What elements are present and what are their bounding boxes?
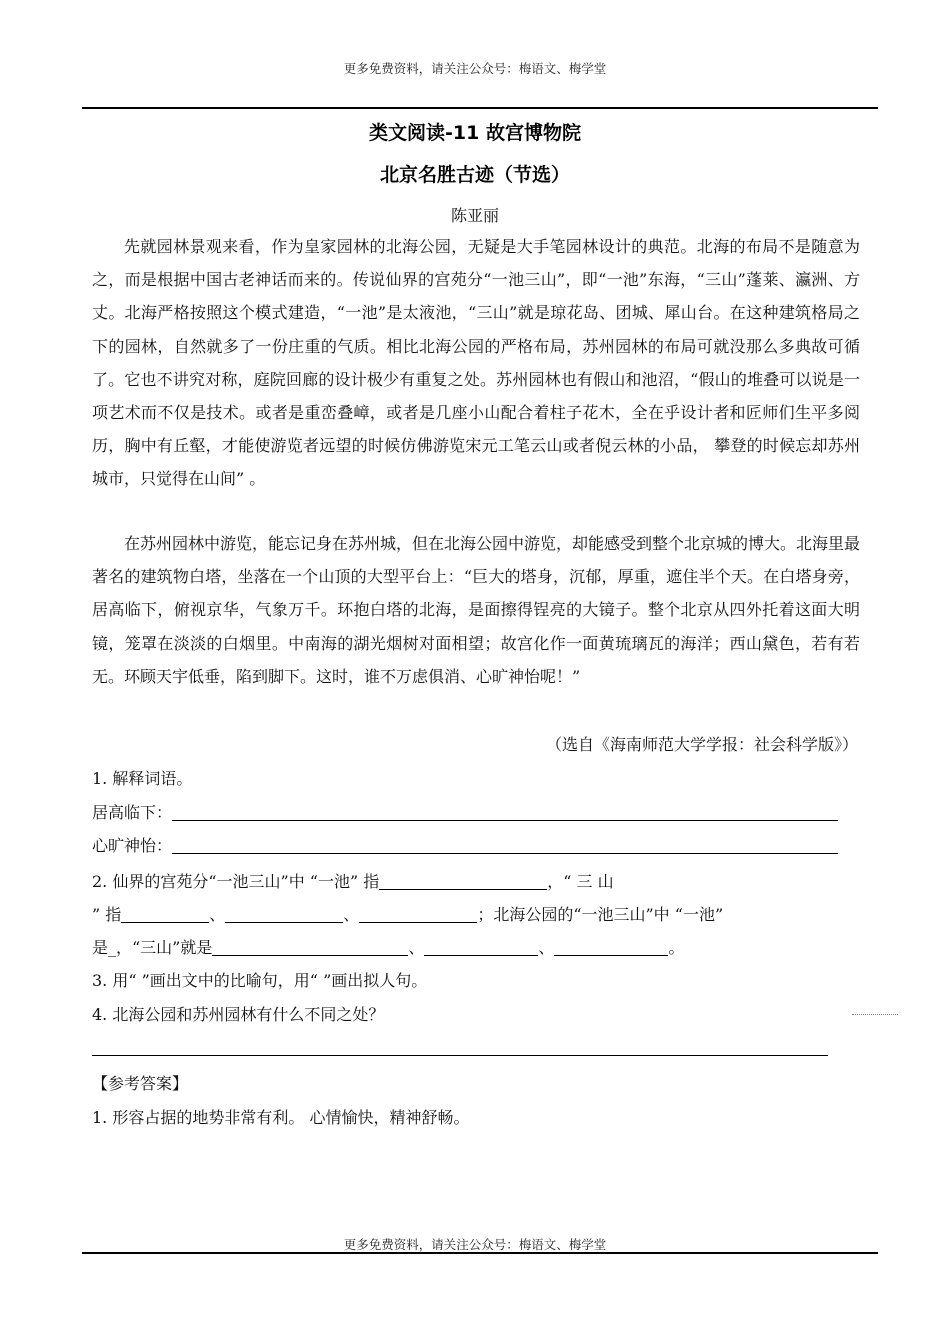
question-2-text: ” 指 (92, 905, 122, 924)
answers-heading: 【参考答案】 (92, 1074, 189, 1093)
question-2-line-3 (92, 935, 684, 958)
question-1b (92, 833, 838, 856)
question-2-text: 2. 仙界的宫苑分“一池三山”中 “一池” 指 (92, 872, 380, 891)
page-title: 类文阅读-11 故宫博物院 (369, 122, 581, 144)
wavy-underline-sample (852, 1010, 898, 1015)
question-4: 4. 北海公园和苏州园林有什么不同之处？ (92, 1005, 385, 1024)
answer-1: 1. 形容占据的地势非常有利。 心情愉快，精神舒畅。 (92, 1108, 470, 1127)
question-1: 1. 解释词语。 (92, 769, 193, 788)
answer-blank[interactable] (424, 937, 538, 956)
header-note: 更多免费资料，请关注公众号：梅语文、梅学堂 (343, 61, 607, 76)
footer-note: 更多免费资料，请关注公众号：梅语文、梅学堂 (343, 1237, 607, 1252)
question-2-text: ，“ 三 山 (547, 872, 614, 891)
separator: 、 (408, 938, 425, 957)
answer-blank[interactable] (379, 871, 547, 890)
answer-blank[interactable] (212, 937, 408, 956)
answer-blank[interactable] (172, 835, 838, 854)
question-2-line-2 (92, 902, 723, 925)
article-title: 北京名胜古迹（节选） (379, 164, 570, 186)
separator: 、 (209, 905, 226, 924)
separator: 、 (343, 905, 360, 924)
paragraph-1: 先就园林景观来看，作为皇家园林的北海公园，无疑是大手笔园林设计的典范。北海的布局不是随意为之，而是根据中国古老神话而来的。传说仙界的宫苑分“一池三山”，即“一池”东海，“三山”蓬莱、瀛洲、方丈。北海严格按照这个模式建造，“一池”是太液池，“三山”就是琼花岛、团城、犀山台。在这种建筑格局之下的园林，自然就多了一份庄重的气质。相比北海公园的严格布局，苏州园林的布局可就没那么多典故可循了。它也不讲究对称，庭院回廊的设计极少有重复之处。苏州园林也有假山和池沼，“假山的堆叠可以说是一项艺术而不仅是技术。或者是重峦叠嶂，或者是几座小山配合着柱子花木，全在乎设计者和匠师们生平多阅历，胸中有丘壑，才能使游览者远望的时候仿佛游览宋元工笔云山或者倪云林的小品， 攀登的时候忘却苏州城市，只觉得在山间” 。 (92, 237, 860, 489)
separator: 、 (538, 938, 555, 957)
question-2-text: 是_，“三山”就是 (92, 938, 213, 957)
header-rule (82, 107, 878, 109)
answer-blank[interactable] (172, 802, 838, 821)
question-2-text: ；北海公园的“一池三山”中 “一池” (477, 905, 724, 924)
question-3: 3. 用“ ”画出文中的比喻句，用“ ”画出拟人句。 (92, 971, 428, 990)
answer-blank[interactable] (554, 937, 668, 956)
footer-rule (82, 1252, 878, 1254)
term-label: 心旷神怡： (92, 836, 173, 855)
source-citation: （选自《海南师范大学学报：社会科学版》） (545, 735, 858, 754)
paragraph-2: 在苏州园林中游览，能忘记身在苏州城，但在北海公园中游览，却能感受到整个北京城的博大。北海里最著名的建筑物白塔，坐落在一个山顶的大型平台上：“巨大的塔身，沉郁，厚重，遮住半个天。在白塔身旁，居高临下，俯视京华，气象万千。环抱白塔的北海，是面擦得锃亮的大镜子。整个北京从四外托着这面大明镜，笼罩在淡淡的白烟里。中南海的湖光烟树对面相望；故宫化作一面黄琉璃瓦的海洋；西山黛色，若有若无。环顾天宇低垂，陷到脚下。这时，谁不万虑俱消、心旷神怡呢！” (92, 534, 861, 686)
answer-blank[interactable] (121, 904, 209, 923)
term-label: 居高临下： (92, 803, 173, 822)
question-2-end: 。 (668, 938, 685, 957)
author: 陈亚丽 (450, 206, 499, 225)
answer-blank[interactable] (225, 904, 343, 923)
question-1a (92, 800, 838, 823)
answer-blank[interactable] (359, 904, 477, 923)
question-2-line-1 (92, 869, 614, 892)
question-4-answer-line[interactable] (92, 1055, 828, 1056)
